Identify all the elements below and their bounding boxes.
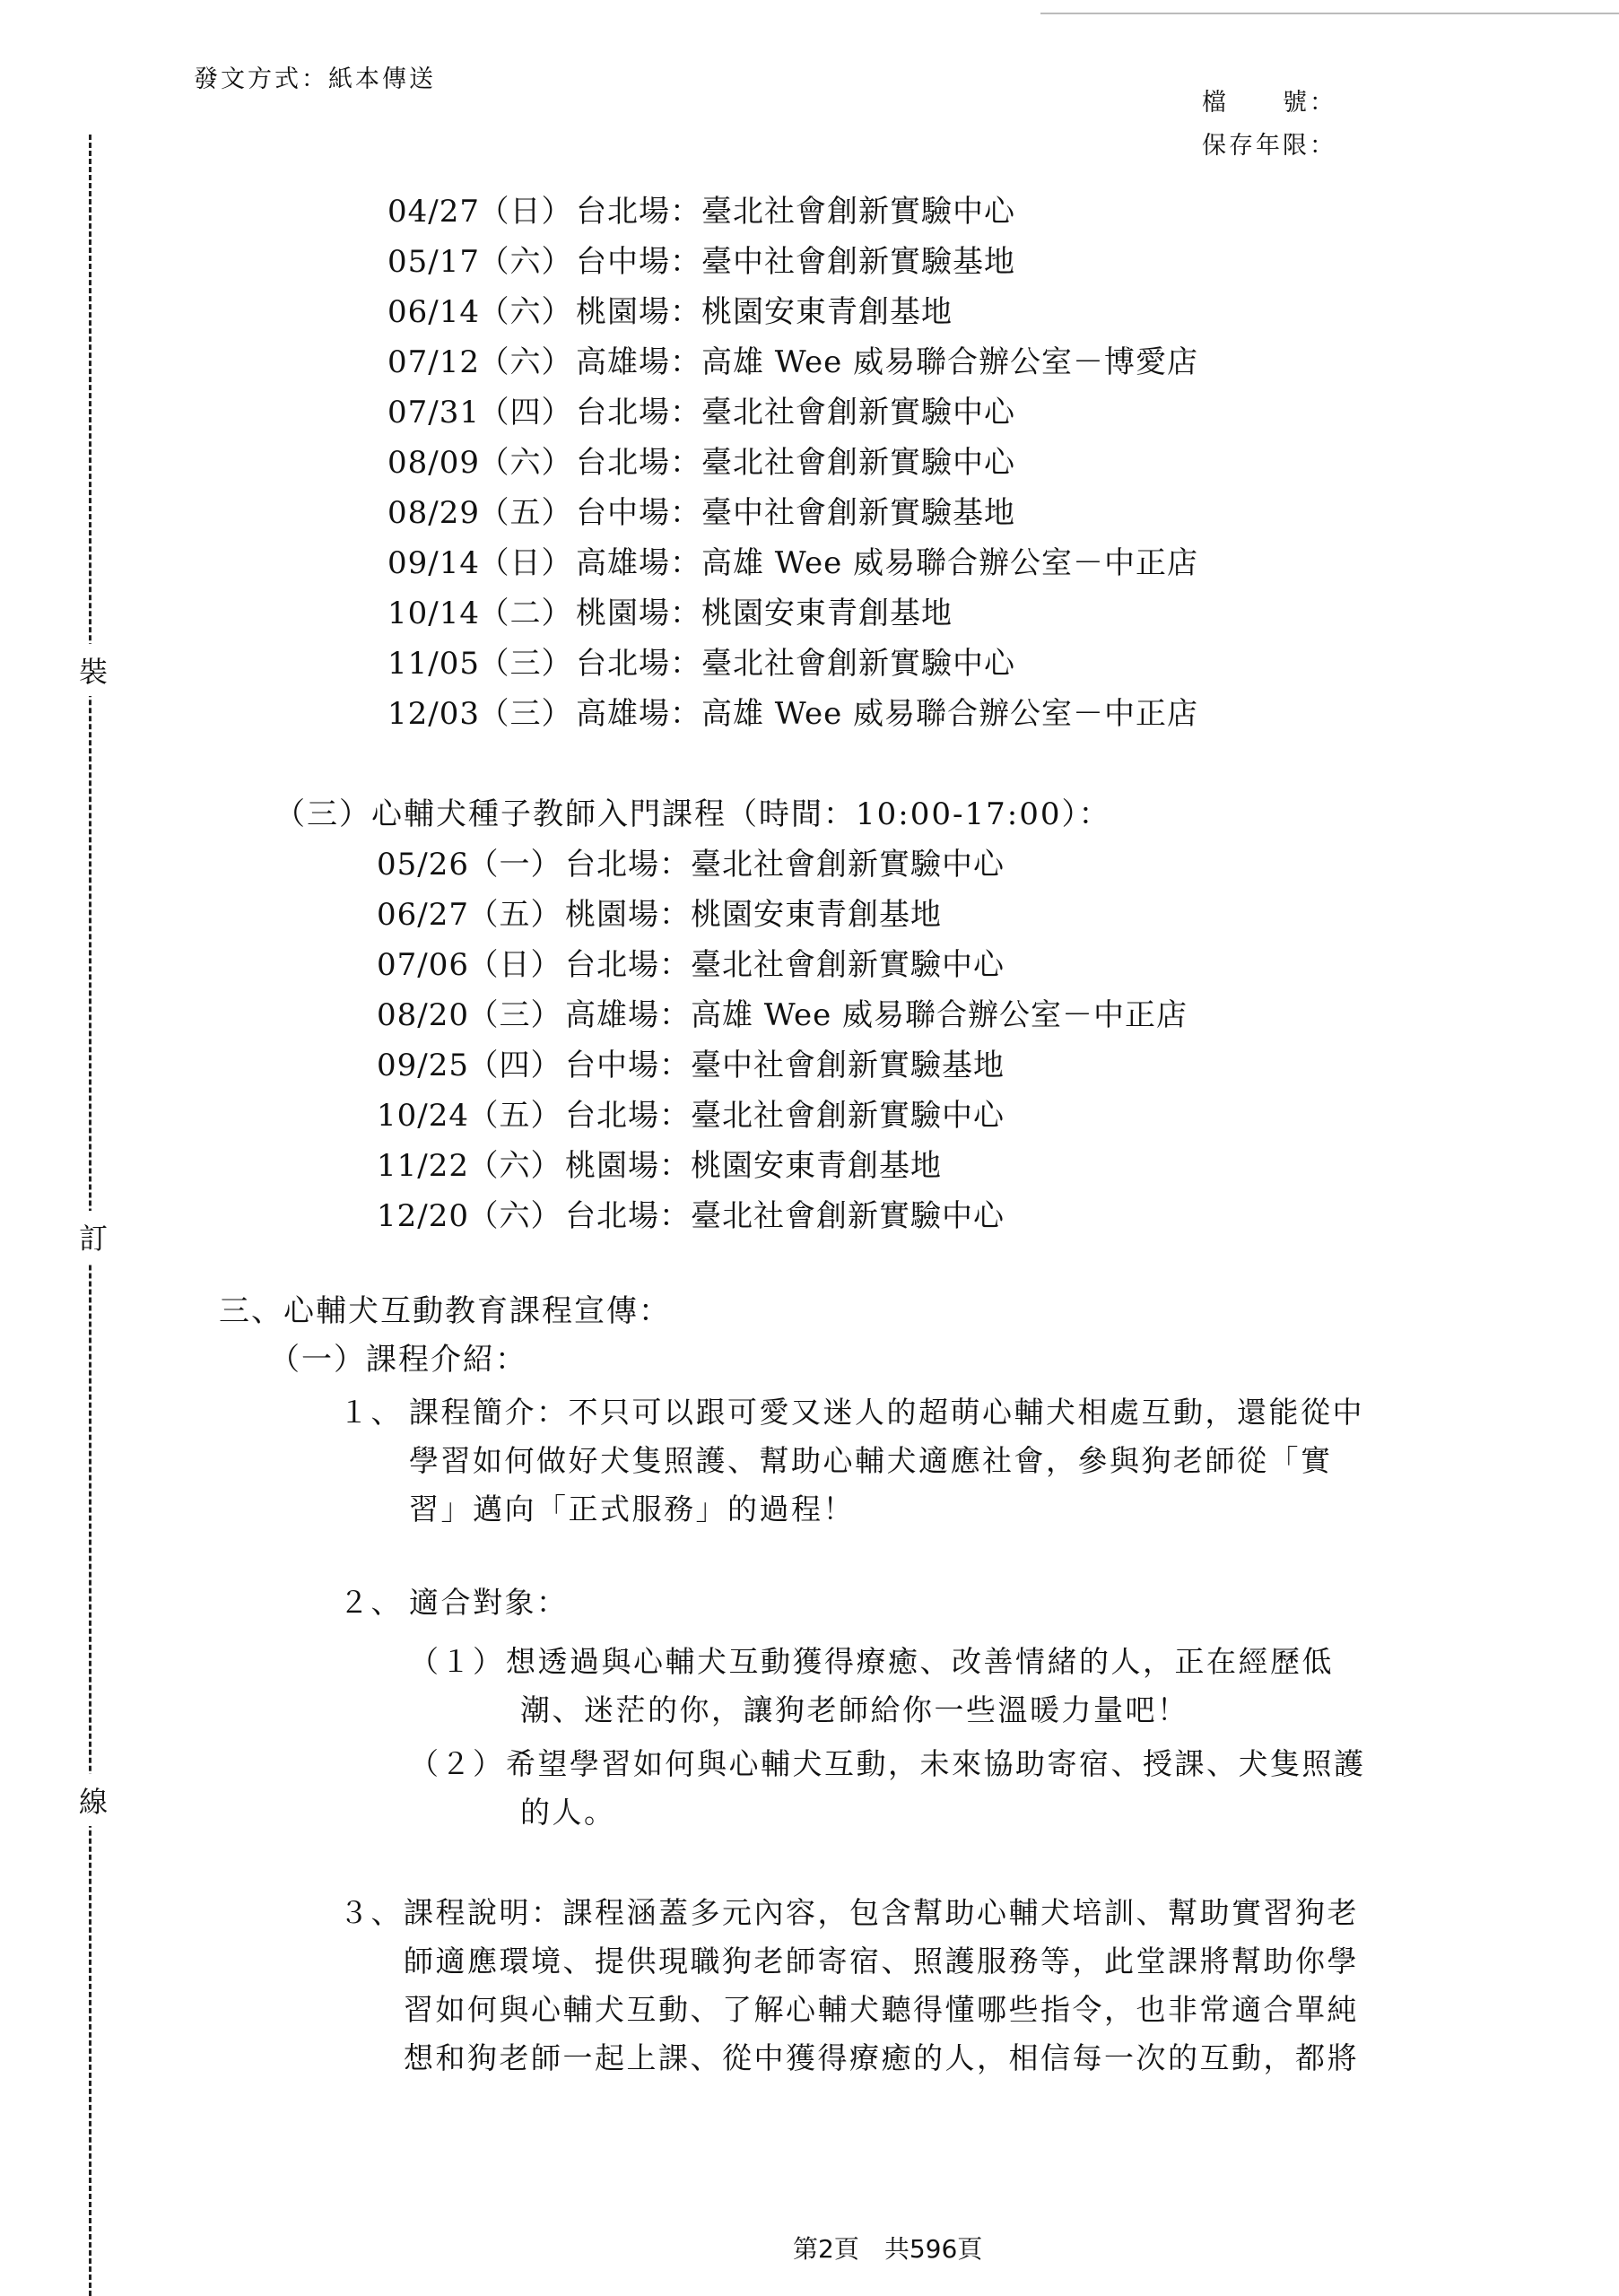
binding-mark-1: 裝 (79, 644, 108, 696)
schedule-row: 05/26（一） 台北場：臺北社會創新實驗中心 (377, 847, 1005, 883)
schedule-row: 05/17（六） 台中場：臺中社會創新實驗基地 (387, 244, 1015, 280)
schedule-row: 08/29（五） 台中場：臺中社會創新實驗基地 (387, 495, 1015, 531)
schedule-row: 10/14（二） 桃園場：桃園安東青創基地 (387, 596, 953, 631)
item-3-line: 師適應環境、提供現職狗老師寄宿、照護服務等，此堂課將幫助你學 (404, 1944, 1359, 1979)
schedule-row: 07/12（六） 高雄場：高雄 Wee 威易聯合辦公室－博愛店 (387, 344, 1199, 380)
item-2-number: ２、 (339, 1585, 403, 1620)
schedule-row: 08/20（三） 高雄場：高雄 Wee 威易聯合辦公室－中正店 (377, 997, 1188, 1033)
item-3-line: 習如何與心輔犬互動、了解心輔犬聽得懂哪些指令，也非常適合單純 (404, 1992, 1359, 2027)
schedule-row: 04/27（日） 台北場：臺北社會創新實驗中心 (387, 194, 1015, 230)
schedule-row: 07/06（日） 台北場：臺北社會創新實驗中心 (377, 947, 1005, 983)
schedule-row: 07/31（四） 台北場：臺北社會創新實驗中心 (387, 395, 1015, 430)
schedule-row: 11/05（三） 台北場：臺北社會創新實驗中心 (387, 646, 1015, 682)
item-2-title: 適合對象： (409, 1585, 569, 1620)
schedule-row: 09/14（日） 高雄場：高雄 Wee 威易聯合辦公室－中正店 (387, 545, 1199, 581)
schedule-row: 06/14（六） 桃園場：桃園安東青創基地 (387, 294, 953, 330)
schedule-row: 06/27（五） 桃園場：桃園安東青創基地 (377, 897, 942, 933)
schedule-row: 12/03（三） 高雄場：高雄 Wee 威易聯合辦公室－中正店 (387, 696, 1199, 732)
send-method: 發文方式：紙本傳送 (194, 65, 436, 93)
scan-edge-line (1040, 0, 1619, 14)
binding-mark-3: 線 (79, 1774, 108, 1826)
item-2-sub2-number: （２） (409, 1746, 505, 1781)
item-3-line: 想和狗老師一起上課、從中獲得療癒的人，相信每一次的互動，都將 (404, 2040, 1359, 2075)
item-1-number: １、 (339, 1395, 403, 1430)
schedule-row: 12/20（六） 台北場：臺北社會創新實驗中心 (377, 1198, 1005, 1234)
schedule-row: 08/09（六） 台北場：臺北社會創新實驗中心 (387, 445, 1015, 481)
section-3-heading: （三）心輔犬種子教師入門課程（時間：10:00-17:00）： (274, 796, 1111, 832)
item-2-sub1-line: 潮、迷茫的你，讓狗老師給你一些溫暖力量吧！ (520, 1692, 1189, 1727)
binding-mark-2: 訂 (79, 1211, 108, 1263)
schedule-row: 11/22（六） 桃園場：桃園安東青創基地 (377, 1148, 942, 1184)
item-2-sub2-line: 希望學習如何與心輔犬互動，未來協助寄宿、授課、犬隻照護 (506, 1746, 1366, 1781)
item-1-line: 學習如何做好犬隻照護、幫助心輔犬適應社會，參與狗老師從「實 (409, 1443, 1333, 1478)
part-3-heading: 三、心輔犬互動教育課程宣傳： (219, 1293, 671, 1329)
item-1-line: 課程簡介：不只可以跟可愛又迷人的超萌心輔犬相處互動，還能從中 (409, 1395, 1364, 1430)
page-number: 第2頁 共596頁 (793, 2234, 983, 2264)
file-number-label: 檔 號： (1202, 89, 1336, 117)
item-2-sub1-number: （１） (409, 1644, 505, 1679)
item-2-sub2-line: 的人。 (520, 1795, 616, 1830)
item-3-number: ３、 (339, 1895, 403, 1930)
course-intro-heading: （一）課程介紹： (269, 1342, 527, 1378)
item-2-sub1-line: 想透過與心輔犬互動獲得療癒、改善情緒的人，正在經歷低 (506, 1644, 1334, 1679)
schedule-row: 09/25（四） 台中場：臺中社會創新實驗基地 (377, 1048, 1005, 1083)
item-1-line: 習」邁向「正式服務」的過程！ (409, 1492, 855, 1526)
retention-period-label: 保存年限： (1202, 132, 1336, 160)
schedule-row: 10/24（五） 台北場：臺北社會創新實驗中心 (377, 1098, 1005, 1134)
item-3-line: 課程說明：課程涵蓋多元內容，包含幫助心輔犬培訓、幫助實習狗老 (404, 1895, 1359, 1930)
